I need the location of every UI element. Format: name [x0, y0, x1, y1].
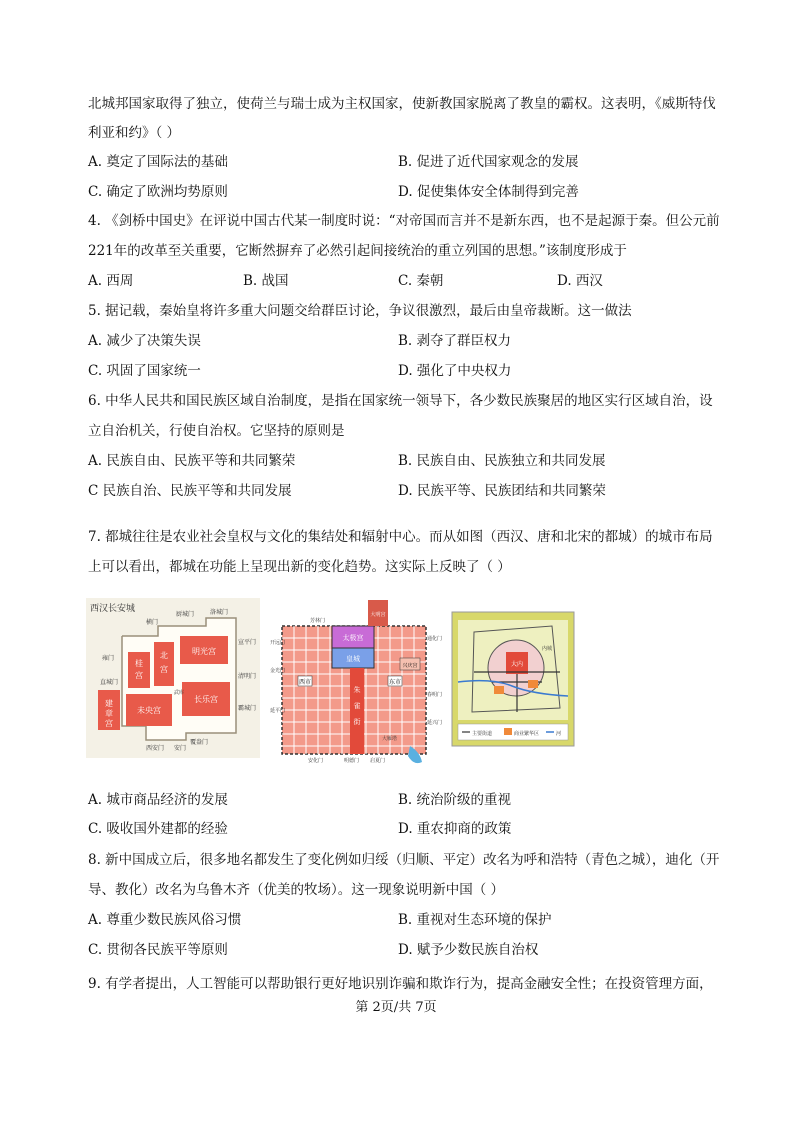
svg-text:宫: 宫 [135, 671, 143, 680]
map-western-han-changan [86, 598, 260, 758]
q3-option-b[interactable]: B. 促进了近代国家观念的发展 [398, 154, 579, 170]
map3-legend-street: 主要街道 [472, 731, 493, 737]
q3-option-a[interactable]: A. 奠定了国际法的基础 [88, 154, 228, 170]
svg-text:兴庆宫: 兴庆宫 [402, 663, 418, 669]
svg-text:覆盎门: 覆盎门 [190, 739, 209, 746]
q7-option-a[interactable]: A. 城市商品经济的发展 [88, 792, 228, 808]
q4-option-a[interactable]: A. 西周 [88, 273, 134, 289]
svg-text:厨城门: 厨城门 [176, 611, 195, 618]
svg-text:东市: 东市 [388, 679, 402, 686]
q6-stem-line1: 6. 中华人民共和国民族区域自治制度，是指在国家统一领导下，各少数民族聚居的地区实行区域自治，设 [88, 393, 713, 409]
svg-text:建: 建 [105, 699, 113, 708]
q5-option-d[interactable]: D. 强化了中央权力 [398, 363, 512, 379]
svg-text:宫: 宫 [160, 665, 168, 674]
svg-text:大雁塔: 大雁塔 [382, 736, 398, 742]
q4-option-b[interactable]: B. 战国 [243, 273, 289, 289]
q7-stem-line2: 上可以看出，都城在功能上呈现出新的变化趋势。这实际上反映了（ ） [88, 559, 511, 575]
svg-text:大内: 大内 [510, 661, 524, 668]
map1-title: 西汉长安城 [90, 604, 136, 614]
q3-option-d[interactable]: D. 促使集体安全体制得到完善 [398, 184, 579, 200]
svg-text:北: 北 [160, 651, 168, 660]
svg-text:章: 章 [105, 709, 113, 718]
q4-stem-line2: 221年的改革至关重要，它断然摒弃了必然引起间接统治的重立列国的思想。”该制度形成于 [88, 243, 627, 259]
svg-text:通化门: 通化门 [427, 636, 443, 642]
map3-legend-commerce: 商业繁华区 [514, 731, 540, 737]
q7-option-c[interactable]: C. 吸收国外建都的经验 [88, 821, 228, 837]
q4-option-d[interactable]: D. 西汉 [557, 273, 603, 289]
svg-text:朱: 朱 [353, 686, 361, 694]
svg-text:开远门: 开远门 [270, 640, 286, 646]
q5-option-c[interactable]: C. 巩固了国家统一 [88, 363, 201, 379]
svg-text:延平门: 延平门 [270, 708, 286, 714]
svg-text:武库: 武库 [174, 690, 185, 696]
svg-text:宫: 宫 [105, 719, 113, 728]
svg-text:春明门: 春明门 [427, 692, 443, 698]
q5-stem-line1: 5. 据记载，秦始皇将许多重大问题交给群臣讨论，争议很激烈，最后由皇帝裁断。这一做法 [88, 303, 632, 319]
q8-stem-line1: 8. 新中国成立后，很多地名都发生了变化例如归绥（归顺、平定）改名为呼和浩特（青色之城），迪化（开 [88, 852, 720, 868]
q9-stem-line1: 9. 有学者提出，人工智能可以帮助银行更好地识别诈骗和欺诈行为，提高金融安全性；在投资管理方面， [88, 976, 713, 992]
svg-text:芳林门: 芳林门 [310, 618, 326, 624]
q5-option-b[interactable]: B. 剥夺了群臣权力 [398, 333, 512, 349]
q8-option-d[interactable]: D. 赋予少数民族自治权 [398, 942, 539, 958]
svg-text:直城门: 直城门 [100, 679, 119, 686]
svg-text:街: 街 [353, 718, 361, 726]
svg-text:金光门: 金光门 [270, 668, 286, 674]
svg-text:雀: 雀 [353, 702, 361, 710]
q7-stem-line1: 7. 都城往往是农业社会皇权与文化的集结处和辐射中心。而从如图（西汉、唐和北宋的都城）的城市布局 [88, 529, 713, 545]
svg-text:内城: 内城 [542, 646, 553, 652]
q6-option-a[interactable]: A. 民族自由、民族平等和共同繁荣 [88, 453, 296, 469]
q3-stem-line1: 北城邦国家取得了独立，使荷兰与瑞士成为主权国家，使新教国家脱离了教皇的霸权。这表明，《威斯特伐 [88, 96, 716, 112]
q8-stem-line2: 导、教化）改名为乌鲁木齐（优美的牧场）。这一现象说明新中国（ ） [88, 882, 505, 898]
svg-text:大明宫: 大明宫 [370, 612, 386, 618]
q3-option-c[interactable]: C. 确定了欧洲均势原则 [88, 184, 228, 200]
svg-text:启夏门: 启夏门 [370, 758, 386, 764]
svg-text:西安门: 西安门 [146, 745, 165, 752]
svg-text:洛城门: 洛城门 [210, 609, 229, 616]
q6-option-d[interactable]: D. 民族平等、民族团结和共同繁荣 [398, 483, 606, 499]
q6-option-c[interactable]: C 民族自治、民族平等和共同发展 [88, 483, 292, 499]
svg-text:延兴门: 延兴门 [427, 720, 443, 726]
svg-text:雍门: 雍门 [102, 655, 115, 662]
svg-text:桂: 桂 [135, 659, 143, 668]
svg-text:明光宫: 明光宫 [192, 647, 216, 656]
svg-text:清明门: 清明门 [238, 673, 257, 680]
svg-text:西市: 西市 [298, 679, 312, 686]
q3-stem-line2: 利亚和约》（ ） [88, 125, 181, 141]
q6-stem-line2: 立自治机关，行使自治权。它坚持的原则是 [88, 423, 345, 439]
svg-text:长乐宫: 长乐宫 [194, 695, 218, 704]
page-number-footer: 第 2页/共 7页 [355, 1000, 437, 1015]
q4-stem-line1: 4. 《剑桥中国史》在评说中国古代某一制度时说：“对帝国而言并不是新东西，也不是起源于秦。但公元前 [88, 213, 720, 229]
svg-text:未央宫: 未央宫 [137, 706, 161, 715]
svg-text:明德门: 明德门 [344, 758, 360, 764]
q8-option-b[interactable]: B. 重视对生态环境的保护 [398, 912, 552, 928]
q5-option-a[interactable]: A. 减少了决策失误 [88, 333, 201, 349]
svg-text:太极宫: 太极宫 [342, 634, 364, 642]
map3-legend-river: 河 [556, 731, 562, 737]
svg-text:宣平门: 宣平门 [238, 639, 257, 646]
q7-option-b[interactable]: B. 统治阶级的重视 [398, 792, 512, 808]
q8-option-a[interactable]: A. 尊重少数民族风俗习惯 [88, 912, 242, 928]
q4-option-c[interactable]: C. 秦朝 [398, 273, 444, 289]
svg-text:皇城: 皇城 [346, 655, 360, 663]
svg-text:安门: 安门 [174, 745, 187, 752]
q6-option-b[interactable]: B. 民族自由、民族独立和共同发展 [398, 453, 606, 469]
q7-option-d[interactable]: D. 重农抑商的政策 [398, 821, 512, 837]
svg-text:安化门: 安化门 [308, 758, 324, 764]
map-tang-changan [270, 596, 443, 770]
map-northern-song-kaifeng [452, 612, 574, 746]
q8-option-c[interactable]: C. 贯彻各民族平等原则 [88, 942, 228, 958]
svg-text:霸城门: 霸城门 [238, 705, 257, 712]
svg-text:横门: 横门 [146, 619, 159, 626]
